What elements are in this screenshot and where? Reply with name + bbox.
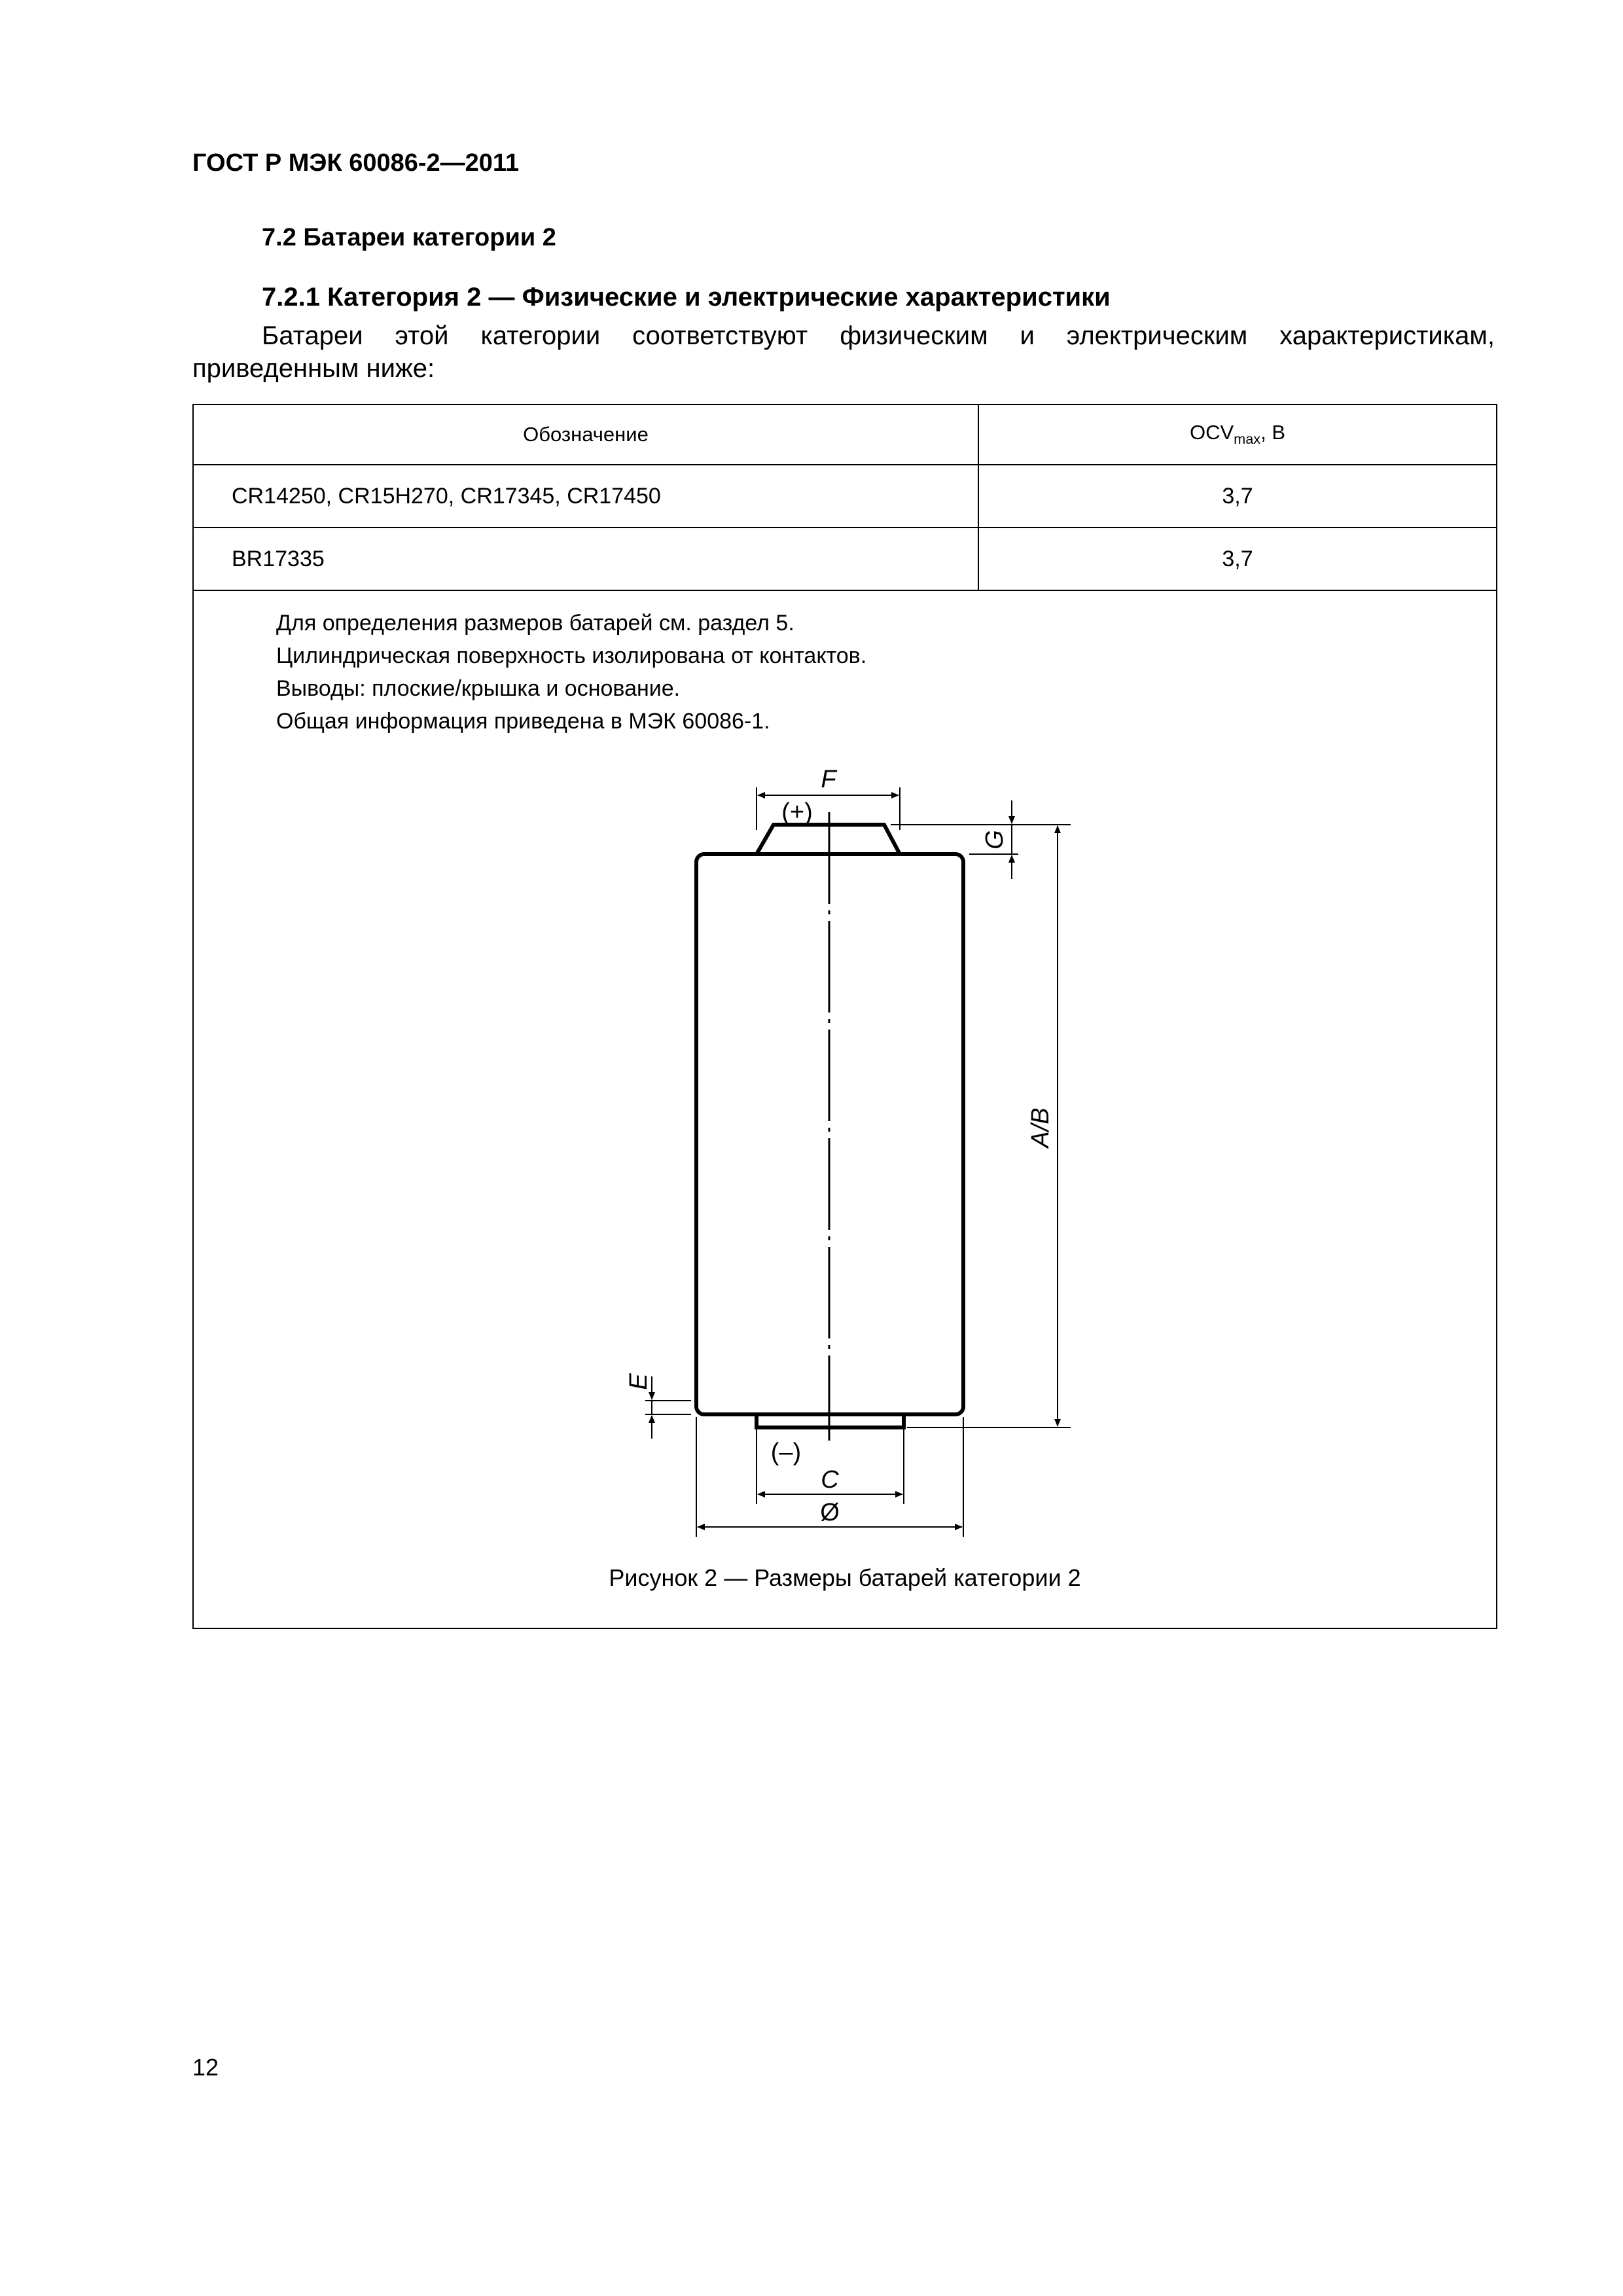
intro-paragraph: Батареи этой категории соответствуют физическим и электрическим характеристикам, приведенным ниже: (192, 321, 1495, 383)
label-minus: (–) (770, 1439, 802, 1466)
label-ab: A/B (1027, 1107, 1054, 1148)
characteristics-table (192, 404, 1497, 1629)
header-designation: Обозначение (193, 404, 978, 465)
header-ocv-main: OCV (1189, 421, 1234, 444)
label-e: E (625, 1373, 652, 1390)
label-plus: (+) (781, 798, 813, 826)
battery-dimension-drawing (194, 591, 1496, 1626)
note-line: Общая информация приведена в МЭК 60086-1. (276, 709, 770, 734)
label-c: C (821, 1466, 839, 1494)
figure-caption: Рисунок 2 — Размеры батарей категории 2 (609, 1564, 1081, 1591)
figure-container (194, 591, 1496, 1626)
cell-ocv: 3,7 (978, 465, 1497, 528)
label-f: F (821, 766, 836, 793)
figure-row (193, 590, 1497, 1628)
table-row (193, 465, 1497, 528)
cell-designation: CR14250, CR15H270, CR17345, CR17450 (193, 465, 978, 528)
cell-ocv: 3,7 (978, 528, 1497, 590)
header-ocv-sub: max (1234, 431, 1261, 448)
subsection-title: 7.2.1 Категория 2 — Физические и электрические характеристики (262, 283, 1111, 312)
table-row (193, 528, 1497, 590)
header-ocv (978, 404, 1497, 465)
header-ocv-unit: , В (1260, 421, 1286, 444)
note-line: Цилиндрическая поверхность изолирована от контактов. (276, 643, 867, 668)
label-diameter: Ø (820, 1499, 840, 1526)
section-title: 7.2 Батареи категории 2 (262, 224, 556, 251)
table-header-row (193, 404, 1497, 465)
label-g: G (981, 830, 1008, 850)
document-code: ГОСТ Р МЭК 60086-2—2011 (192, 149, 520, 177)
note-line: Для определения размеров батарей см. раздел 5. (276, 611, 794, 636)
note-line: Выводы: плоские/крышка и основание. (276, 676, 681, 701)
page-number: 12 (192, 2054, 219, 2081)
figure-cell (193, 590, 1497, 1628)
cell-designation: BR17335 (193, 528, 978, 590)
